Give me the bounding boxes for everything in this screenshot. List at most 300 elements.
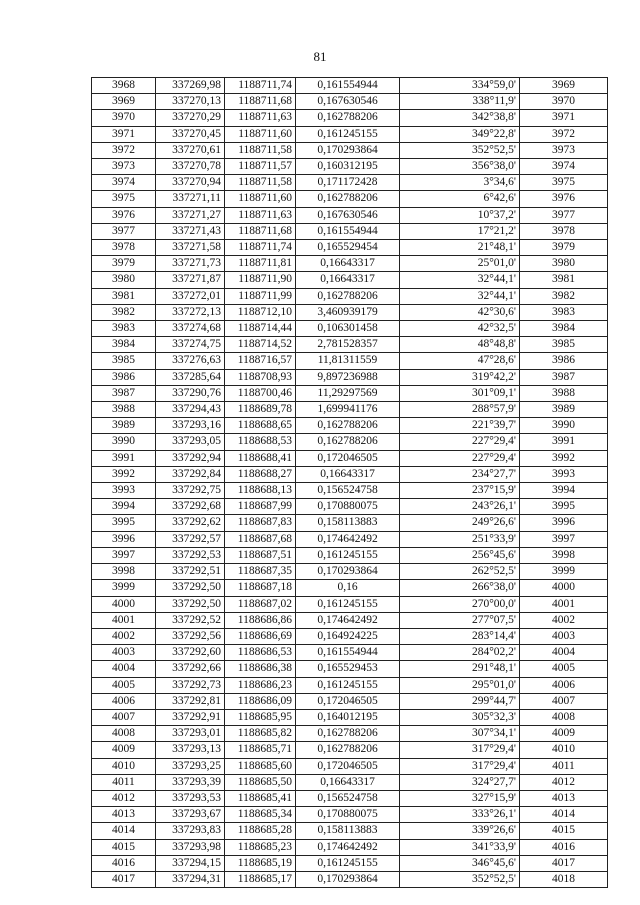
bearing-cell: 283°14,4'	[400, 628, 520, 644]
y-coordinate-cell: 1188708,93	[225, 369, 296, 385]
table-row	[92, 515, 608, 531]
y-coordinate-cell: 1188712,10	[225, 304, 296, 320]
y-coordinate-cell: 1188687,51	[225, 547, 296, 563]
point-number-cell: 3968	[92, 78, 156, 94]
bearing-cell: 262°52,5'	[400, 564, 520, 580]
point-number-cell: 3996	[92, 531, 156, 547]
x-coordinate-cell: 337292,81	[156, 693, 225, 709]
bearing-cell: 42°30,6'	[400, 304, 520, 320]
next-point-cell: 3985	[520, 337, 608, 353]
distance-cell: 0,156524758	[296, 790, 400, 806]
point-number-cell: 4015	[92, 839, 156, 855]
coordinates-table-body	[92, 78, 608, 888]
bearing-cell: 21°48,1'	[400, 240, 520, 256]
bearing-cell: 317°29,4'	[400, 758, 520, 774]
y-coordinate-cell: 1188700,46	[225, 385, 296, 401]
next-point-cell: 3978	[520, 223, 608, 239]
y-coordinate-cell: 1188688,13	[225, 483, 296, 499]
table-row	[92, 661, 608, 677]
next-point-cell: 3972	[520, 126, 608, 142]
point-number-cell: 3981	[92, 288, 156, 304]
y-coordinate-cell: 1188689,78	[225, 402, 296, 418]
next-point-cell: 3986	[520, 353, 608, 369]
point-number-cell: 4008	[92, 726, 156, 742]
table-row	[92, 564, 608, 580]
bearing-cell: 48°48,8'	[400, 337, 520, 353]
bearing-cell: 249°26,6'	[400, 515, 520, 531]
next-point-cell: 3983	[520, 304, 608, 320]
x-coordinate-cell: 337270,13	[156, 94, 225, 110]
distance-cell: 9,897236988	[296, 369, 400, 385]
y-coordinate-cell: 1188685,23	[225, 839, 296, 855]
table-row	[92, 110, 608, 126]
next-point-cell: 3976	[520, 191, 608, 207]
bearing-cell: 324°27,7'	[400, 774, 520, 790]
y-coordinate-cell: 1188711,74	[225, 240, 296, 256]
point-number-cell: 3978	[92, 240, 156, 256]
x-coordinate-cell: 337290,76	[156, 385, 225, 401]
table-row	[92, 742, 608, 758]
point-number-cell: 3987	[92, 385, 156, 401]
distance-cell: 0,172046505	[296, 450, 400, 466]
bearing-cell: 301°09,1'	[400, 385, 520, 401]
y-coordinate-cell: 1188685,71	[225, 742, 296, 758]
x-coordinate-cell: 337285,64	[156, 369, 225, 385]
y-coordinate-cell: 1188711,81	[225, 256, 296, 272]
distance-cell: 0,161245155	[296, 596, 400, 612]
point-number-cell: 4003	[92, 645, 156, 661]
next-point-cell: 3995	[520, 499, 608, 515]
table-row	[92, 321, 608, 337]
x-coordinate-cell: 337294,31	[156, 871, 225, 887]
point-number-cell: 4013	[92, 807, 156, 823]
point-number-cell: 4001	[92, 612, 156, 628]
next-point-cell: 4008	[520, 709, 608, 725]
point-number-cell: 4007	[92, 709, 156, 725]
x-coordinate-cell: 337271,73	[156, 256, 225, 272]
bearing-cell: 295°01,0'	[400, 677, 520, 693]
y-coordinate-cell: 1188687,99	[225, 499, 296, 515]
y-coordinate-cell: 1188686,09	[225, 693, 296, 709]
next-point-cell: 3990	[520, 418, 608, 434]
y-coordinate-cell: 1188711,63	[225, 110, 296, 126]
point-number-cell: 3991	[92, 450, 156, 466]
x-coordinate-cell: 337292,75	[156, 483, 225, 499]
next-point-cell: 3982	[520, 288, 608, 304]
point-number-cell: 4002	[92, 628, 156, 644]
table-row	[92, 94, 608, 110]
y-coordinate-cell: 1188716,57	[225, 353, 296, 369]
next-point-cell: 4009	[520, 726, 608, 742]
y-coordinate-cell: 1188711,58	[225, 142, 296, 158]
bearing-cell: 3°34,6'	[400, 175, 520, 191]
distance-cell: 0,162788206	[296, 110, 400, 126]
distance-cell: 0,167630546	[296, 207, 400, 223]
x-coordinate-cell: 337292,50	[156, 580, 225, 596]
next-point-cell: 3980	[520, 256, 608, 272]
y-coordinate-cell: 1188686,86	[225, 612, 296, 628]
point-number-cell: 3982	[92, 304, 156, 320]
table-row	[92, 547, 608, 563]
bearing-cell: 227°29,4'	[400, 434, 520, 450]
next-point-cell: 4010	[520, 742, 608, 758]
point-number-cell: 3983	[92, 321, 156, 337]
distance-cell: 0,170880075	[296, 807, 400, 823]
distance-cell: 11,81311559	[296, 353, 400, 369]
next-point-cell: 3992	[520, 450, 608, 466]
distance-cell: 0,161245155	[296, 855, 400, 871]
next-point-cell: 4015	[520, 823, 608, 839]
distance-cell: 0,162788206	[296, 742, 400, 758]
distance-cell: 0,161554944	[296, 78, 400, 94]
next-point-cell: 3984	[520, 321, 608, 337]
point-number-cell: 3988	[92, 402, 156, 418]
x-coordinate-cell: 337292,51	[156, 564, 225, 580]
next-point-cell: 3969	[520, 78, 608, 94]
y-coordinate-cell: 1188711,68	[225, 223, 296, 239]
bearing-cell: 32°44,1'	[400, 288, 520, 304]
point-number-cell: 3980	[92, 272, 156, 288]
table-row	[92, 434, 608, 450]
distance-cell: 0,164012195	[296, 709, 400, 725]
next-point-cell: 3974	[520, 159, 608, 175]
table-row	[92, 855, 608, 871]
x-coordinate-cell: 337270,29	[156, 110, 225, 126]
table-row	[92, 823, 608, 839]
bearing-cell: 237°15,9'	[400, 483, 520, 499]
y-coordinate-cell: 1188687,68	[225, 531, 296, 547]
y-coordinate-cell: 1188685,60	[225, 758, 296, 774]
table-row	[92, 337, 608, 353]
distance-cell: 0,16643317	[296, 272, 400, 288]
x-coordinate-cell: 337292,52	[156, 612, 225, 628]
distance-cell: 0,16643317	[296, 466, 400, 482]
bearing-cell: 284°02,2'	[400, 645, 520, 661]
x-coordinate-cell: 337292,56	[156, 628, 225, 644]
y-coordinate-cell: 1188711,60	[225, 191, 296, 207]
point-number-cell: 4010	[92, 758, 156, 774]
point-number-cell: 4004	[92, 661, 156, 677]
distance-cell: 0,174642492	[296, 612, 400, 628]
distance-cell: 0,174642492	[296, 531, 400, 547]
x-coordinate-cell: 337270,78	[156, 159, 225, 175]
point-number-cell: 3969	[92, 94, 156, 110]
distance-cell: 0,170293864	[296, 564, 400, 580]
bearing-cell: 266°38,0'	[400, 580, 520, 596]
bearing-cell: 227°29,4'	[400, 450, 520, 466]
x-coordinate-cell: 337269,98	[156, 78, 225, 94]
table-row	[92, 418, 608, 434]
distance-cell: 0,156524758	[296, 483, 400, 499]
next-point-cell: 3971	[520, 110, 608, 126]
table-row	[92, 385, 608, 401]
x-coordinate-cell: 337271,11	[156, 191, 225, 207]
next-point-cell: 3991	[520, 434, 608, 450]
y-coordinate-cell: 1188688,41	[225, 450, 296, 466]
y-coordinate-cell: 1188711,60	[225, 126, 296, 142]
table-row	[92, 580, 608, 596]
distance-cell: 0,158113883	[296, 515, 400, 531]
next-point-cell: 3993	[520, 466, 608, 482]
y-coordinate-cell: 1188711,58	[225, 175, 296, 191]
table-row	[92, 207, 608, 223]
distance-cell: 0,162788206	[296, 726, 400, 742]
bearing-cell: 334°59,0'	[400, 78, 520, 94]
distance-cell: 0,161554944	[296, 223, 400, 239]
distance-cell: 0,162788206	[296, 288, 400, 304]
next-point-cell: 4017	[520, 855, 608, 871]
point-number-cell: 3975	[92, 191, 156, 207]
distance-cell: 0,161245155	[296, 126, 400, 142]
next-point-cell: 3988	[520, 385, 608, 401]
x-coordinate-cell: 337293,16	[156, 418, 225, 434]
bearing-cell: 47°28,6'	[400, 353, 520, 369]
distance-cell: 0,16643317	[296, 256, 400, 272]
table-row	[92, 466, 608, 482]
bearing-cell: 251°33,9'	[400, 531, 520, 547]
point-number-cell: 4012	[92, 790, 156, 806]
x-coordinate-cell: 337272,13	[156, 304, 225, 320]
distance-cell: 3,460939179	[296, 304, 400, 320]
point-number-cell: 4016	[92, 855, 156, 871]
distance-cell: 0,162788206	[296, 191, 400, 207]
distance-cell: 0,16	[296, 580, 400, 596]
x-coordinate-cell: 337271,87	[156, 272, 225, 288]
x-coordinate-cell: 337271,58	[156, 240, 225, 256]
point-number-cell: 4000	[92, 596, 156, 612]
bearing-cell: 319°42,2'	[400, 369, 520, 385]
next-point-cell: 4001	[520, 596, 608, 612]
next-point-cell: 4013	[520, 790, 608, 806]
y-coordinate-cell: 1188687,02	[225, 596, 296, 612]
bearing-cell: 349°22,8'	[400, 126, 520, 142]
next-point-cell: 4002	[520, 612, 608, 628]
table-row	[92, 191, 608, 207]
y-coordinate-cell: 1188686,38	[225, 661, 296, 677]
table-row	[92, 272, 608, 288]
coordinates-table	[91, 77, 608, 888]
bearing-cell: 352°52,5'	[400, 871, 520, 887]
table-row	[92, 709, 608, 725]
y-coordinate-cell: 1188686,69	[225, 628, 296, 644]
bearing-cell: 305°32,3'	[400, 709, 520, 725]
table-row	[92, 807, 608, 823]
x-coordinate-cell: 337292,57	[156, 531, 225, 547]
distance-cell: 0,158113883	[296, 823, 400, 839]
point-number-cell: 3976	[92, 207, 156, 223]
bearing-cell: 277°07,5'	[400, 612, 520, 628]
y-coordinate-cell: 1188688,27	[225, 466, 296, 482]
next-point-cell: 3999	[520, 564, 608, 580]
table-row	[92, 175, 608, 191]
x-coordinate-cell: 337274,75	[156, 337, 225, 353]
table-row	[92, 126, 608, 142]
bearing-cell: 10°37,2'	[400, 207, 520, 223]
y-coordinate-cell: 1188711,90	[225, 272, 296, 288]
y-coordinate-cell: 1188685,28	[225, 823, 296, 839]
x-coordinate-cell: 337292,50	[156, 596, 225, 612]
next-point-cell: 4007	[520, 693, 608, 709]
bearing-cell: 17°21,2'	[400, 223, 520, 239]
bearing-cell: 299°44,7'	[400, 693, 520, 709]
table-row	[92, 240, 608, 256]
point-number-cell: 3972	[92, 142, 156, 158]
next-point-cell: 3987	[520, 369, 608, 385]
point-number-cell: 3993	[92, 483, 156, 499]
bearing-cell: 6°42,6'	[400, 191, 520, 207]
x-coordinate-cell: 337293,25	[156, 758, 225, 774]
distance-cell: 2,781528357	[296, 337, 400, 353]
bearing-cell: 317°29,4'	[400, 742, 520, 758]
point-number-cell: 3995	[92, 515, 156, 531]
bearing-cell: 234°27,7'	[400, 466, 520, 482]
x-coordinate-cell: 337292,91	[156, 709, 225, 725]
point-number-cell: 3989	[92, 418, 156, 434]
y-coordinate-cell: 1188714,52	[225, 337, 296, 353]
point-number-cell: 4009	[92, 742, 156, 758]
x-coordinate-cell: 337292,66	[156, 661, 225, 677]
next-point-cell: 3994	[520, 483, 608, 499]
bearing-cell: 339°26,6'	[400, 823, 520, 839]
next-point-cell: 3973	[520, 142, 608, 158]
bearing-cell: 333°26,1'	[400, 807, 520, 823]
table-row	[92, 677, 608, 693]
point-number-cell: 3979	[92, 256, 156, 272]
x-coordinate-cell: 337276,63	[156, 353, 225, 369]
y-coordinate-cell: 1188685,82	[225, 726, 296, 742]
point-number-cell: 4017	[92, 871, 156, 887]
table-row	[92, 402, 608, 418]
point-number-cell: 4005	[92, 677, 156, 693]
next-point-cell: 4005	[520, 661, 608, 677]
y-coordinate-cell: 1188688,53	[225, 434, 296, 450]
distance-cell: 0,160312195	[296, 159, 400, 175]
y-coordinate-cell: 1188687,18	[225, 580, 296, 596]
distance-cell: 0,165529454	[296, 240, 400, 256]
next-point-cell: 4014	[520, 807, 608, 823]
next-point-cell: 4011	[520, 758, 608, 774]
distance-cell: 0,172046505	[296, 758, 400, 774]
x-coordinate-cell: 337292,60	[156, 645, 225, 661]
bearing-cell: 327°15,9'	[400, 790, 520, 806]
bearing-cell: 32°44,1'	[400, 272, 520, 288]
table-row	[92, 353, 608, 369]
x-coordinate-cell: 337292,84	[156, 466, 225, 482]
distance-cell: 11,29297569	[296, 385, 400, 401]
y-coordinate-cell: 1188711,57	[225, 159, 296, 175]
next-point-cell: 4012	[520, 774, 608, 790]
table-row	[92, 645, 608, 661]
x-coordinate-cell: 337274,68	[156, 321, 225, 337]
table-row	[92, 774, 608, 790]
table-row	[92, 78, 608, 94]
bearing-cell: 338°11,9'	[400, 94, 520, 110]
table-row	[92, 596, 608, 612]
next-point-cell: 3975	[520, 175, 608, 191]
y-coordinate-cell: 1188685,41	[225, 790, 296, 806]
point-number-cell: 3971	[92, 126, 156, 142]
bearing-cell: 42°32,5'	[400, 321, 520, 337]
x-coordinate-cell: 337270,45	[156, 126, 225, 142]
table-row	[92, 369, 608, 385]
distance-cell: 0,170880075	[296, 499, 400, 515]
next-point-cell: 4018	[520, 871, 608, 887]
table-row	[92, 499, 608, 515]
bearing-cell: 342°38,8'	[400, 110, 520, 126]
distance-cell: 0,171172428	[296, 175, 400, 191]
table-row	[92, 839, 608, 855]
point-number-cell: 4006	[92, 693, 156, 709]
point-number-cell: 3985	[92, 353, 156, 369]
x-coordinate-cell: 337293,39	[156, 774, 225, 790]
bearing-cell: 307°34,1'	[400, 726, 520, 742]
distance-cell: 0,162788206	[296, 418, 400, 434]
point-number-cell: 3977	[92, 223, 156, 239]
table-row	[92, 758, 608, 774]
y-coordinate-cell: 1188685,50	[225, 774, 296, 790]
point-number-cell: 3994	[92, 499, 156, 515]
next-point-cell: 4000	[520, 580, 608, 596]
distance-cell: 0,106301458	[296, 321, 400, 337]
y-coordinate-cell: 1188714,44	[225, 321, 296, 337]
distance-cell: 0,170293864	[296, 142, 400, 158]
next-point-cell: 4016	[520, 839, 608, 855]
bearing-cell: 291°48,1'	[400, 661, 520, 677]
bearing-cell: 243°26,1'	[400, 499, 520, 515]
y-coordinate-cell: 1188711,68	[225, 94, 296, 110]
point-number-cell: 3986	[92, 369, 156, 385]
y-coordinate-cell: 1188688,65	[225, 418, 296, 434]
y-coordinate-cell: 1188711,63	[225, 207, 296, 223]
point-number-cell: 3970	[92, 110, 156, 126]
point-number-cell: 3998	[92, 564, 156, 580]
point-number-cell: 4014	[92, 823, 156, 839]
point-number-cell: 3992	[92, 466, 156, 482]
x-coordinate-cell: 337293,01	[156, 726, 225, 742]
y-coordinate-cell: 1188687,83	[225, 515, 296, 531]
bearing-cell: 270°00,0'	[400, 596, 520, 612]
x-coordinate-cell: 337293,05	[156, 434, 225, 450]
next-point-cell: 4003	[520, 628, 608, 644]
x-coordinate-cell: 337270,94	[156, 175, 225, 191]
distance-cell: 0,174642492	[296, 839, 400, 855]
distance-cell: 0,161554944	[296, 645, 400, 661]
x-coordinate-cell: 337270,61	[156, 142, 225, 158]
point-number-cell: 4011	[92, 774, 156, 790]
next-point-cell: 4004	[520, 645, 608, 661]
point-number-cell: 3974	[92, 175, 156, 191]
x-coordinate-cell: 337294,15	[156, 855, 225, 871]
x-coordinate-cell: 337293,13	[156, 742, 225, 758]
table-row	[92, 628, 608, 644]
table-row	[92, 871, 608, 887]
y-coordinate-cell: 1188711,99	[225, 288, 296, 304]
x-coordinate-cell: 337292,73	[156, 677, 225, 693]
next-point-cell: 3998	[520, 547, 608, 563]
distance-cell: 0,16643317	[296, 774, 400, 790]
next-point-cell: 3997	[520, 531, 608, 547]
y-coordinate-cell: 1188686,23	[225, 677, 296, 693]
page-number: 81	[313, 49, 327, 64]
distance-cell: 0,161245155	[296, 547, 400, 563]
distance-cell: 1,699941176	[296, 402, 400, 418]
table-row	[92, 483, 608, 499]
bearing-cell: 341°33,9'	[400, 839, 520, 855]
y-coordinate-cell: 1188685,19	[225, 855, 296, 871]
x-coordinate-cell: 337292,53	[156, 547, 225, 563]
y-coordinate-cell: 1188685,17	[225, 871, 296, 887]
x-coordinate-cell: 337293,83	[156, 823, 225, 839]
